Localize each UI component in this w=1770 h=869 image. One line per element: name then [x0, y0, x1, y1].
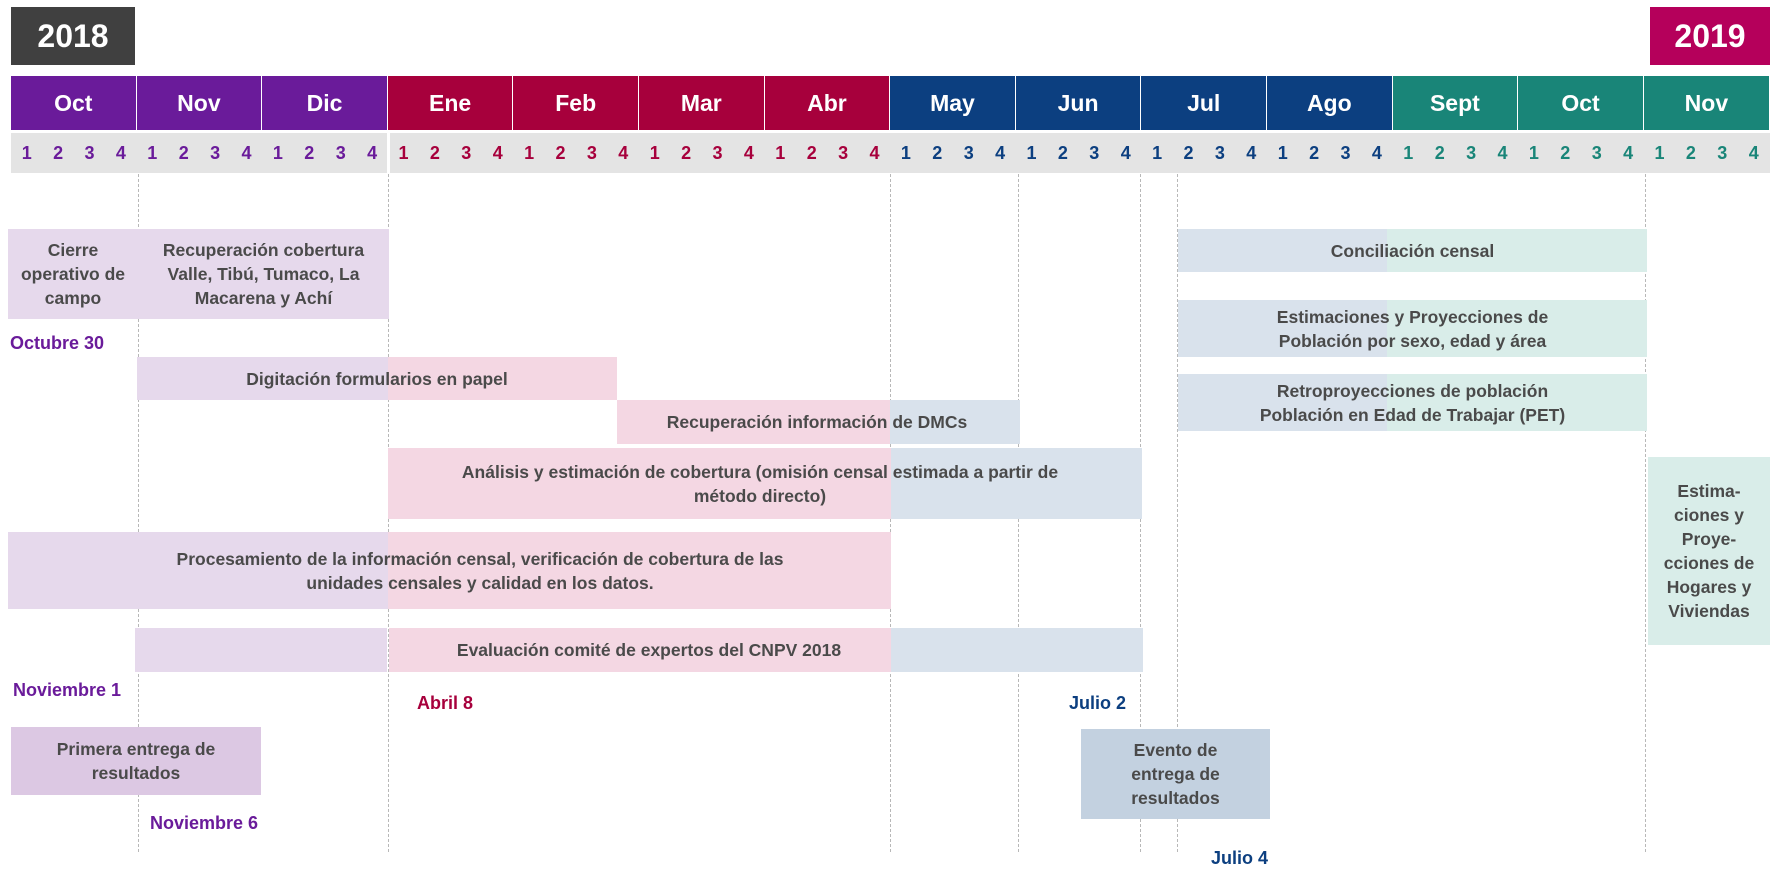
milestone-noviembre-1: Noviembre 1: [13, 680, 122, 700]
month-header-may-7: May: [890, 76, 1016, 130]
week-cell-2-4: 4: [367, 142, 378, 163]
month-header-feb-4: Feb: [513, 76, 639, 130]
week-cell-1-4: 4: [241, 142, 252, 163]
task-label-dmcs: Recuperación información de DMCs: [666, 412, 968, 432]
week-cell-12-3: 3: [1591, 142, 1602, 163]
week-cell-12-4: 4: [1623, 142, 1634, 163]
week-cell-3-3: 3: [461, 142, 472, 163]
week-cell-11-2: 2: [1434, 142, 1445, 163]
week-cell-0-1: 1: [21, 142, 32, 163]
week-cell-7-2: 2: [932, 142, 943, 163]
week-cell-5-4: 4: [743, 142, 754, 163]
year-label-2019: 2019: [1650, 7, 1770, 65]
week-cell-13-4: 4: [1748, 142, 1759, 163]
month-header-sept-11: Sept: [1393, 76, 1519, 130]
month-header-oct-0: Oct: [11, 76, 137, 130]
task-label-evento-entrega: Evento de entrega de resultados: [1131, 740, 1220, 808]
week-cell-9-4: 4: [1246, 142, 1257, 163]
month-header-ago-10: Ago: [1267, 76, 1393, 130]
task-label-estimaciones-poblacion: Estimaciones y Proyecciones de Población por sexo, edad y área: [1276, 306, 1549, 351]
milestone-octubre-30: Octubre 30: [10, 333, 105, 353]
task-label-procesamiento: Procesamiento de la información censal, verificación de cobertura de las unidades censales y calidad en los datos.: [176, 548, 784, 593]
week-cell-4-4: 4: [618, 142, 629, 163]
week-cell-6-1: 1: [775, 142, 786, 163]
week-cell-5-1: 1: [649, 142, 660, 163]
week-cell-13-1: 1: [1654, 142, 1665, 163]
week-cell-9-2: 2: [1183, 142, 1194, 163]
milestone-noviembre-6: Noviembre 6: [150, 813, 259, 833]
milestone-abril-8: Abril 8: [417, 693, 474, 713]
task-label-cierre: Cierre operativo de campo: [20, 240, 126, 308]
week-cell-7-4: 4: [995, 142, 1006, 163]
task-label-hogares-viviendas: Estima-ciones y Proye-cciones de Hogares y Viviendas: [1663, 481, 1755, 621]
week-cell-2-2: 2: [304, 142, 315, 163]
week-cell-8-4: 4: [1120, 142, 1131, 163]
month-header-jul-9: Jul: [1141, 76, 1267, 130]
month-header-row: [11, 76, 1770, 130]
week-cell-8-3: 3: [1089, 142, 1100, 163]
week-cell-10-2: 2: [1309, 142, 1320, 163]
week-cell-10-3: 3: [1340, 142, 1351, 163]
task-bar-evaluacion-12: [891, 628, 1143, 672]
week-cell-13-2: 2: [1685, 142, 1696, 163]
week-cell-9-1: 1: [1152, 142, 1163, 163]
week-cell-2-3: 3: [335, 142, 346, 163]
month-header-abr-6: Abr: [765, 76, 891, 130]
month-header-nov-13: Nov: [1644, 76, 1770, 130]
task-label-retroproyecciones: Retroproyecciones de población Población en Edad de Trabajar (PET): [1259, 380, 1566, 425]
week-cell-7-3: 3: [963, 142, 974, 163]
year-label-2018: 2018: [11, 7, 135, 65]
month-header-ene-3: Ene: [388, 76, 514, 130]
week-cell-5-2: 2: [681, 142, 692, 163]
task-label-recuperacion-cobertura: Recuperación cobertura Valle, Tibú, Tumaco, La Macarena y Achí: [162, 240, 365, 308]
grid-line-6: [1645, 174, 1646, 852]
week-cell-9-3: 3: [1214, 142, 1225, 163]
week-cell-2-1: 1: [272, 142, 283, 163]
month-header-nov-1: Nov: [137, 76, 263, 130]
week-cell-1-1: 1: [147, 142, 158, 163]
week-cell-3-1: 1: [398, 142, 409, 163]
week-cell-0-3: 3: [84, 142, 95, 163]
task-label-digitacion: Digitación formularios en papel: [246, 368, 508, 389]
week-cell-7-1: 1: [900, 142, 911, 163]
task-label-conciliacion: Conciliación censal: [1330, 240, 1495, 261]
month-header-oct-12: Oct: [1518, 76, 1644, 130]
week-cell-11-1: 1: [1403, 142, 1414, 163]
week-cell-4-1: 1: [524, 142, 535, 163]
month-header-jun-8: Jun: [1016, 76, 1142, 130]
week-cell-6-4: 4: [869, 142, 880, 163]
week-cell-1-2: 2: [178, 142, 189, 163]
week-cell-11-3: 3: [1466, 142, 1477, 163]
week-cell-4-3: 3: [586, 142, 597, 163]
week-cell-3-4: 4: [492, 142, 503, 163]
task-label-primera-entrega: Primera entrega de resultados: [56, 739, 216, 783]
milestone-julio-2: Julio 2: [1069, 693, 1127, 713]
week-cell-11-4: 4: [1497, 142, 1508, 163]
week-cell-1-3: 3: [210, 142, 221, 163]
task-bar-evaluacion-10: [135, 628, 387, 672]
task-label-evaluacion: Evaluación comité de expertos del CNPV 2018: [456, 640, 842, 660]
year-divider: [387, 133, 390, 173]
week-cell-10-1: 1: [1277, 142, 1288, 163]
week-cell-12-2: 2: [1560, 142, 1571, 163]
week-header-row: [11, 133, 1770, 173]
week-cell-0-2: 2: [53, 142, 64, 163]
month-header-mar-5: Mar: [639, 76, 765, 130]
week-cell-10-4: 4: [1371, 142, 1382, 163]
week-cell-6-2: 2: [806, 142, 817, 163]
week-cell-12-1: 1: [1528, 142, 1539, 163]
week-cell-3-2: 2: [429, 142, 440, 163]
week-cell-4-2: 2: [555, 142, 566, 163]
week-cell-0-4: 4: [115, 142, 126, 163]
week-cell-5-3: 3: [712, 142, 723, 163]
milestone-julio-4: Julio 4: [1211, 848, 1269, 868]
week-cell-8-1: 1: [1026, 142, 1037, 163]
week-cell-8-2: 2: [1057, 142, 1068, 163]
week-cell-6-3: 3: [838, 142, 849, 163]
month-header-dic-2: Dic: [262, 76, 388, 130]
week-cell-13-3: 3: [1717, 142, 1728, 163]
task-label-analisis: Análisis y estimación de cobertura (omisión censal estimada a partir de método directo): [461, 461, 1059, 506]
